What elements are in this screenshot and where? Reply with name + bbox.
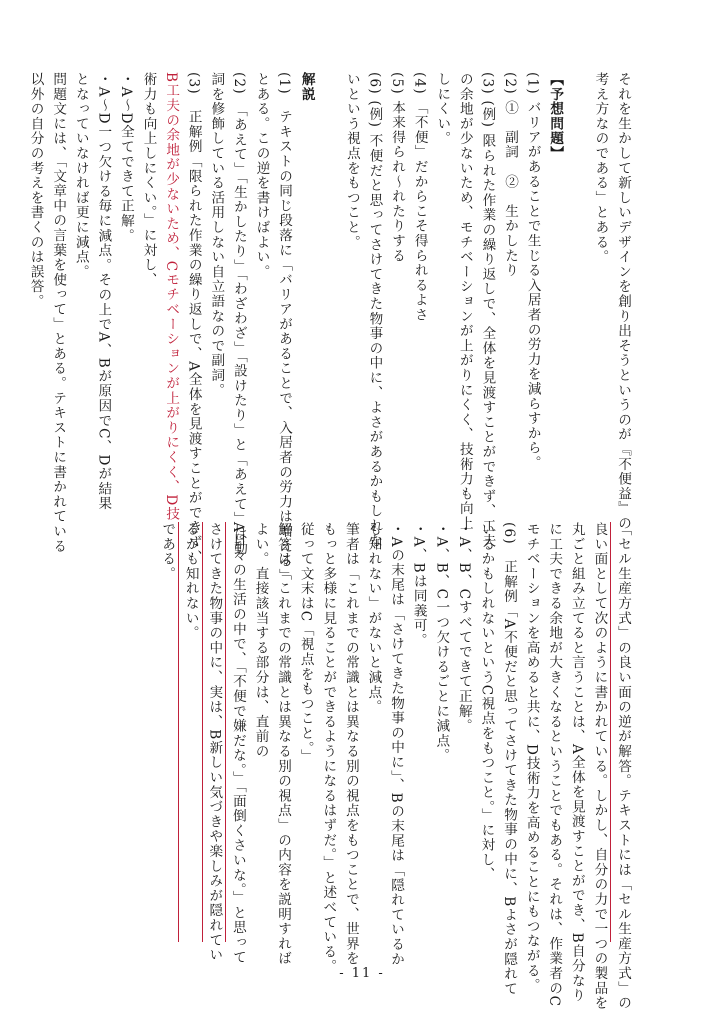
bullet-item: ・Aの末尾は「さけてきた物事の中に」、Bの末尾は「隠れているか: [388, 522, 405, 967]
explanation-1: (1) テキストの同じ段落に「バリアがあることで、入居者の労力は増える」: [276, 72, 293, 584]
blank-line: [566, 72, 589, 512]
answer-5: (5) 本来得られ～れたりする: [389, 72, 406, 264]
text-line: である。: [159, 522, 176, 582]
text-line: 良い面として次のように書かれている。しかし、自分の力で一つの製品を: [591, 522, 608, 1011]
text-line: 考え方なのである」とある。: [592, 72, 609, 265]
page-number: - 11 -: [339, 966, 385, 981]
explanation-6: (6) 正解例「A不便だと思ってさけてきた物事の中に、Bよさが隠れて: [501, 522, 518, 997]
bullet-item: ・A、Bは同義可。: [410, 522, 427, 648]
text-line: よい。直接該当する部分は、直前の: [252, 522, 269, 759]
answer-2: (2) ① 副詞 ② 生かしたり: [502, 72, 519, 278]
answer-6: (6) (例) 不便だと思ってさけてきた物事の中に、よさがあるかもしれな: [366, 72, 383, 549]
text-line-annotated: B工夫の余地が少ないため、Cモチベーションが上がりにくく、D技: [163, 72, 180, 522]
bullet-item: ・A、B、Cすべてできて正解。: [455, 522, 472, 734]
text-line-annotated: A日々の生活の中で、「不便で嫌だな。」「面倒くさいな。」と思って: [225, 522, 249, 942]
text-line: 以外の自分の考えを書くのは誤答。: [27, 72, 44, 309]
text-line: いという視点をもつこと。: [343, 72, 360, 250]
bullet-item: ・A～D全てできて正解。: [117, 72, 134, 244]
section-heading-explanation: 解説: [298, 72, 315, 102]
text-line: 従って文末はC「視点をもつこと。」: [297, 522, 314, 764]
bullet-item: ・A、B、C一つ欠けるごとに減点。: [433, 522, 450, 764]
text-line: 術力も向上しにくい。」に対し、: [140, 72, 157, 288]
section-heading-expected-questions: 【予想問題】: [547, 72, 564, 161]
text-line: とある。この逆を書けばよい。: [253, 72, 270, 280]
explanation-2: (2) 「あえて」「生かしたり」「わざわざ」「設けたり」と「あえて」は動: [230, 72, 247, 557]
answer-1: (1) バリアがあることで生じる入居者の労力を減らすから。: [524, 72, 541, 471]
blank-line: [318, 72, 341, 512]
text-line-annotated: さけてきた物事の中に、実は、B新しい気づきや楽しみが隠れてい: [202, 522, 226, 942]
answer-3: (3) (例) 限られた作業の繰り返しで、全体を見渡すことができず、工夫: [479, 72, 496, 549]
answer-4: (4) 「不便」だからこそ得られるよさ: [411, 72, 428, 323]
text-line: 筆者は「これまでの常識とは異なる別の視点をもつことで、世界を: [342, 522, 359, 966]
text-line: それを生かして新しいデザインを創り出そうというのが『不便益』の: [615, 72, 631, 531]
text-line: の余地が少ないため、モチベーションが上がりにくく、技術力も向上: [456, 72, 473, 531]
text-line: しにくい。: [434, 72, 451, 146]
text-line: に工夫できる余地が大きくなるということでもある。それは、作業者のC: [546, 522, 563, 1008]
text-line: 「セル生産方式」の良い面の逆が解答。テキストには「セル生産方式」の: [610, 522, 634, 942]
bullet-item: ・A～D一つ欠ける毎に減点。その上でA、Bが原因でC、Dが結果: [95, 72, 112, 512]
text-line: いるかもしれないというC視点をもつこと。」に対し、: [478, 522, 495, 883]
text-line: モチベーションを高めると共に、D技術力を高めることにもつながる。: [523, 522, 540, 993]
text-line: となっていなければ更に減点。: [72, 72, 89, 280]
text-line: 詞を修飾している活用しない自立語なので副詞。: [208, 72, 225, 398]
text-line: 解答は「これまでの常識とは異なる別の視点」の内容を説明すれば: [275, 522, 292, 966]
text-line: 問題文には、「文章中の言葉を使って」とある。テキストに書かれている: [50, 72, 67, 554]
text-line: もっと多様に見ることができるようになるはずだ。」と述べている。: [320, 522, 337, 974]
text-line: も知れない」がないと減点。: [365, 522, 382, 715]
text-line-annotated: るかも知れない。: [178, 522, 202, 942]
text-line: 丸ごと組み立てると言うことは、A全体を見渡すことができ、B自分なり: [568, 522, 585, 1004]
explanation-3: (3) 正解例「限られた作業の繰り返しで、A全体を見渡すことができず、: [185, 72, 202, 565]
